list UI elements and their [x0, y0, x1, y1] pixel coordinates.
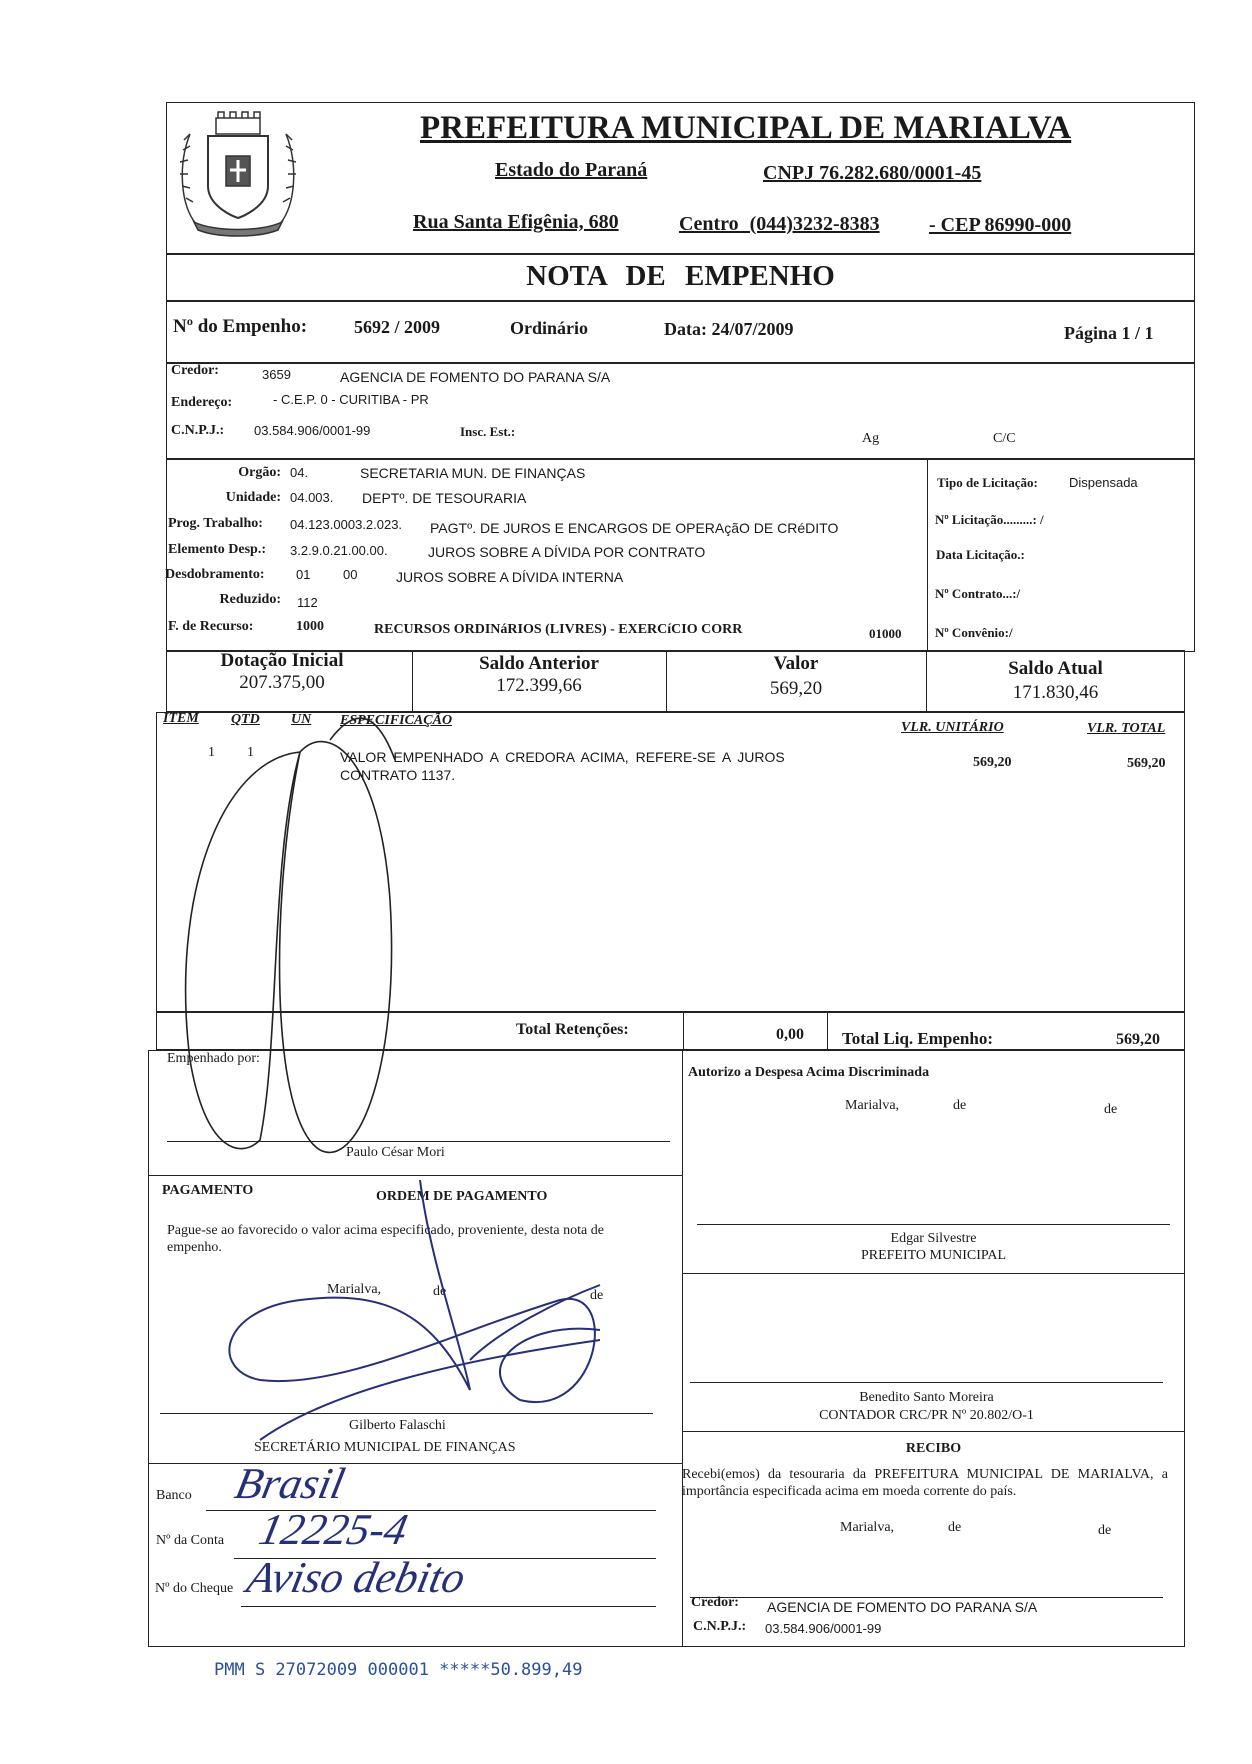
- coat-of-arms-seal: [168, 104, 308, 244]
- municipality-address: Rua Santa Efigênia, 680: [413, 211, 619, 233]
- cheque-label: Nº do Cheque: [155, 1581, 234, 1596]
- row-total-value: 569,20: [1127, 756, 1166, 771]
- pagamento-sign-line: [160, 1413, 653, 1414]
- empenhado-signer: Paulo César Mori: [346, 1145, 445, 1160]
- saldo-atual-label: Saldo Atual: [1008, 658, 1103, 679]
- empenho-number-label: Nº do Empenho:: [173, 316, 308, 337]
- credor-label: Credor:: [171, 363, 219, 378]
- dotacao-inicial-label: Dotação Inicial: [220, 650, 344, 671]
- recibo-de1: de: [948, 1520, 962, 1535]
- col-unit-header: VLR. UNITÁRIO: [901, 720, 1004, 735]
- row-spec-line2: CONTRATO 1137.: [340, 767, 456, 783]
- reduzido-value: 112: [297, 595, 318, 610]
- prog-label: Prog. Trabalho:: [168, 516, 263, 531]
- dotacao-divider: [927, 459, 928, 652]
- col-un-header: UN: [291, 712, 312, 727]
- recurso-code: 1000: [296, 619, 324, 634]
- autorizo-role: PREFEITO MUNICIPAL: [860, 1248, 1007, 1263]
- row-item: 1: [208, 745, 215, 760]
- totals-box: [156, 1012, 1185, 1050]
- desdobramento-name: JUROS SOBRE A DÍVIDA INTERNA: [396, 569, 624, 585]
- banco-label: Banco: [156, 1488, 192, 1503]
- orgao-name: SECRETARIA MUN. DE FINANÇAS: [360, 465, 586, 481]
- conta-handwritten: 12225-4: [254, 1505, 412, 1554]
- ordem-pagamento-label: ORDEM DE PAGAMENTO: [376, 1189, 548, 1204]
- credor-box: [166, 363, 1195, 459]
- row-spec-line1: VALOR EMPENHADO A CREDORA ACIMA, REFERE-SE A JUROS: [340, 749, 785, 765]
- licitacao-number: Nº Licitação.........: /: [935, 512, 1044, 527]
- reduzido-label: Reduzido:: [219, 592, 281, 607]
- credor-code: 3659: [262, 367, 291, 382]
- contrato-number: Nº Contrato...:/: [935, 586, 1021, 601]
- elemento-name: JUROS SOBRE A DÍVIDA POR CONTRATO: [428, 544, 706, 560]
- licitacao-type: Dispensada: [1069, 475, 1138, 490]
- orgao-code: 04.: [290, 465, 309, 480]
- autorizo-signer: Edgar Silvestre: [890, 1231, 977, 1246]
- empenho-type: Ordinário: [510, 318, 589, 338]
- unidade-name: DEPTº. DE TESOURARIA: [362, 490, 527, 506]
- totals-divider-2: [827, 1012, 828, 1050]
- licitacao-date: Data Licitação.:: [936, 547, 1025, 562]
- autorizo-sign-line: [697, 1224, 1170, 1225]
- state-name: Estado do Paraná: [495, 159, 648, 181]
- valor-label: Valor: [773, 653, 819, 674]
- recibo-sign-line: [690, 1597, 1163, 1598]
- contador-signer: Benedito Santo Moreira: [859, 1390, 994, 1405]
- credor-address: - C.E.P. 0 - CURITIBA - PR: [273, 392, 429, 407]
- liquido-value: 569,20: [1116, 1031, 1160, 1048]
- totals-divider-1: [683, 1012, 684, 1050]
- pagamento-de1: de: [433, 1284, 447, 1299]
- ag-label: Ag: [862, 431, 880, 446]
- elemento-code: 3.2.9.0.21.00.00.: [290, 543, 388, 558]
- pagamento-role: SECRETÁRIO MUNICIPAL DE FINANÇAS: [254, 1440, 516, 1455]
- saldo-anterior-label: Saldo Anterior: [479, 653, 599, 674]
- pagamento-place: Marialva,: [327, 1282, 382, 1297]
- retencoes-value: 0,00: [776, 1026, 804, 1043]
- insc-est-label: Insc. Est.:: [460, 424, 516, 439]
- prog-name: PAGTº. DE JUROS E ENCARGOS DE OPERAçãO DE CRéDITO: [430, 520, 839, 536]
- municipality-district-phone: Centro (044)3232-8383: [679, 213, 880, 235]
- orgao-label: Orgão:: [238, 465, 281, 480]
- saldo-atual-value: 171.830,46: [1012, 682, 1099, 703]
- empenho-number: 5692 / 2009: [354, 317, 441, 337]
- credor-cnpj: 03.584.906/0001-99: [254, 423, 371, 438]
- banco-handwritten: Brasil: [230, 1459, 349, 1508]
- conta-label: Nº da Conta: [156, 1533, 225, 1548]
- pagamento-bottom: [148, 1463, 682, 1464]
- dotacao-inicial-value: 207.375,00: [239, 672, 325, 693]
- contador-bottom: [682, 1431, 1185, 1432]
- desdobramento-label: Desdobramento:: [165, 567, 265, 582]
- col-spec-header: ESPECIFICAÇÃO: [340, 713, 453, 728]
- pagamento-de2: de: [590, 1288, 604, 1303]
- printed-stamp: PMM S 27072009 000001 *****50.899,49: [214, 1660, 583, 1680]
- autorizo-bottom: [682, 1273, 1185, 1274]
- cheque-handwritten: Aviso debito: [242, 1553, 470, 1602]
- autorizo-de1: de: [953, 1098, 967, 1113]
- municipality-title: PREFEITURA MUNICIPAL DE MARIALVA: [420, 110, 1072, 146]
- credor-name: AGENCIA DE FOMENTO DO PARANA S/A: [340, 369, 611, 385]
- municipality-cnpj: CNPJ 76.282.680/0001-45: [763, 162, 982, 184]
- recurso-name: RECURSOS ORDINáRIOS (LIVRES) - EXERCíCIO CORR: [374, 622, 743, 637]
- unidade-label: Unidade:: [225, 490, 281, 505]
- recibo-text: Recebi(emos) da tesouraria da PREFEITURA MUNICIPAL DE MARIALVA, a importância especificada acima em moeda corrente do país.: [682, 1467, 1168, 1499]
- pagamento-label: PAGAMENTO: [162, 1183, 254, 1198]
- row-unit-value: 569,20: [973, 755, 1012, 770]
- col-total-header: VLR. TOTAL: [1087, 721, 1166, 736]
- pagamento-signer: Gilberto Falaschi: [349, 1418, 446, 1433]
- liquido-label: Total Liq. Empenho:: [842, 1029, 993, 1048]
- saldo-anterior-value: 172.399,66: [496, 675, 582, 696]
- recibo-label: RECIBO: [905, 1441, 962, 1456]
- cheque-line: [241, 1606, 656, 1607]
- valor-value: 569,20: [769, 678, 823, 699]
- empenhado-bottom: [148, 1175, 682, 1176]
- pagamento-text: Pague-se ao favorecido o valor acima especificado, proveniente, desta nota de empenho.: [167, 1223, 604, 1255]
- document-title: NOTA DE EMPENHO: [526, 260, 835, 292]
- col-item-header: ITEM: [163, 711, 199, 726]
- autorizo-label: Autorizo a Despesa Acima Discriminada: [688, 1065, 930, 1080]
- recurso-label: F. de Recurso:: [168, 619, 254, 634]
- empenho-date: Data: 24/07/2009: [664, 319, 794, 339]
- unidade-code: 04.003.: [290, 490, 334, 505]
- address-label: Endereço:: [171, 395, 233, 410]
- contador-role: CONTADOR CRC/PR Nº 20.802/O-1: [819, 1408, 1034, 1423]
- autorizo-de2: de: [1104, 1102, 1118, 1117]
- credor-cnpj-label: C.N.P.J.:: [171, 423, 225, 438]
- licitacao-type-label: Tipo de Licitação:: [937, 475, 1038, 490]
- prog-code: 04.123.0003.2.023.: [290, 517, 403, 532]
- page-number: Página 1 / 1: [1064, 323, 1154, 343]
- convenio-number: Nº Convênio:/: [935, 625, 1013, 640]
- row-qtd: 1: [247, 745, 254, 760]
- elemento-label: Elemento Desp.:: [168, 542, 266, 557]
- recurso-code2: 01000: [869, 626, 902, 641]
- municipality-cep: - CEP 86990-000: [929, 214, 1072, 236]
- empenhado-sign-line: [167, 1141, 670, 1142]
- recibo-credor-name: AGENCIA DE FOMENTO DO PARANA S/A: [767, 1599, 1038, 1615]
- col-qtd-header: QTD: [231, 712, 260, 727]
- retencoes-label: Total Retenções:: [516, 1021, 629, 1038]
- desdobramento-code2: 00: [343, 567, 358, 582]
- recibo-cnpj-label: C.N.P.J.:: [693, 1619, 747, 1634]
- lower-center-divider: [682, 1050, 683, 1647]
- autorizo-place: Marialva,: [845, 1098, 900, 1113]
- cc-label: C/C: [993, 431, 1016, 446]
- empenhado-label: Empenhado por:: [167, 1051, 260, 1066]
- contador-sign-line: [690, 1382, 1163, 1383]
- desdobramento-code1: 01: [296, 567, 311, 582]
- recibo-cnpj-value: 03.584.906/0001-99: [765, 1621, 882, 1636]
- recibo-place: Marialva,: [840, 1520, 895, 1535]
- recibo-de2: de: [1098, 1523, 1112, 1538]
- recibo-credor-label: Credor:: [691, 1595, 739, 1610]
